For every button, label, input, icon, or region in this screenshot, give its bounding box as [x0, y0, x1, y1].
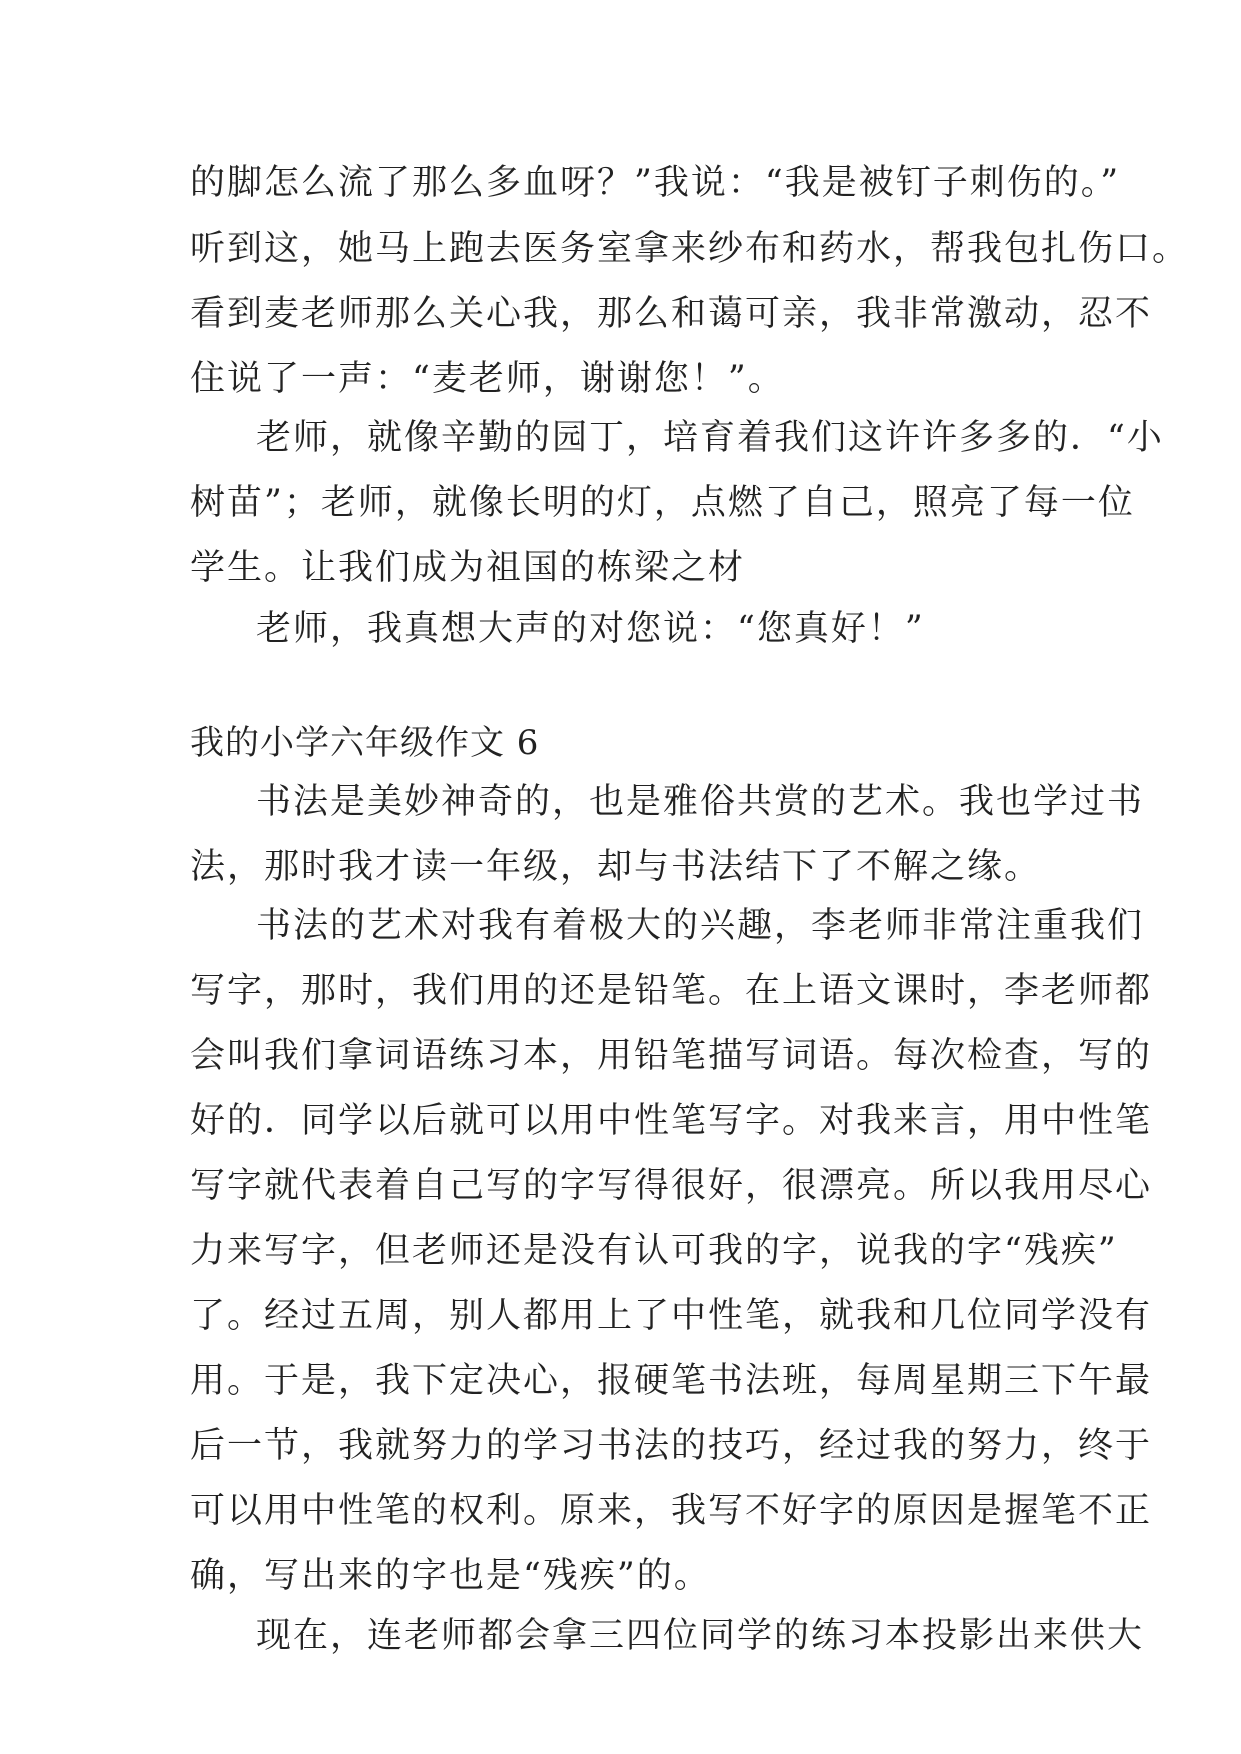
- paragraph-line: 听到这，她马上跑去医务室拿来纱布和药水，帮我包扎伤口。: [190, 229, 1190, 269]
- section-title: 我的小学六年级作文 6: [190, 723, 540, 763]
- paragraph-line: 书法是美妙神奇的，也是雅俗共赏的艺术。我也学过书: [256, 782, 1145, 822]
- paragraph-line: 后一节，我就努力的学习书法的技巧，经过我的努力，终于: [190, 1426, 1153, 1466]
- paragraph-line: 用。于是，我下定决心，报硬笔书法班，每周星期三下午最: [190, 1361, 1153, 1401]
- paragraph-line: 可以用中性笔的权利。原来，我写不好字的原因是握笔不正: [190, 1491, 1153, 1531]
- paragraph-line: 确，写出来的字也是“残疾”的。: [190, 1556, 711, 1596]
- paragraph-line: 会叫我们拿词语练习本，用铅笔描写词语。每次检查，写的: [190, 1036, 1153, 1076]
- paragraph-line: 现在，连老师都会拿三四位同学的练习本投影出来供大: [256, 1616, 1145, 1656]
- paragraph-line: 力来写字，但老师还是没有认可我的字，说我的字“残疾”: [190, 1231, 1118, 1271]
- paragraph-line: 了。经过五周，别人都用上了中性笔，就我和几位同学没有: [190, 1296, 1153, 1336]
- paragraph-line: 的脚怎么流了那么多血呀？”我说：“我是被钉子刺伤的。”: [190, 163, 1121, 203]
- paragraph-line: 树苗”；老师，就像长明的灯，点燃了自己，照亮了每一位: [190, 483, 1135, 523]
- paragraph-line: 书法的艺术对我有着极大的兴趣，李老师非常注重我们: [256, 906, 1145, 946]
- paragraph-line: 写字，那时，我们用的还是铅笔。在上语文课时，李老师都: [190, 971, 1153, 1011]
- paragraph-line: 写字就代表着自己写的字写得很好，很漂亮。所以我用尽心: [190, 1166, 1153, 1206]
- paragraph-line: 老师，就像辛勤的园丁，培育着我们这许许多多的．“小: [256, 418, 1164, 458]
- paragraph-line: 学生。让我们成为祖国的栋梁之材: [190, 548, 746, 588]
- paragraph-line: 住说了一声：“麦老师，谢谢您！”。: [190, 359, 785, 399]
- paragraph-line: 看到麦老师那么关心我，那么和蔼可亲，我非常激动，忍不: [190, 294, 1153, 334]
- paragraph-line: 法，那时我才读一年级，却与书法结下了不解之缘。: [190, 847, 1042, 887]
- paragraph-line: 好的．同学以后就可以用中性笔写字。对我来言，用中性笔: [190, 1101, 1153, 1141]
- paragraph-line: 老师，我真想大声的对您说：“您真好！”: [256, 609, 925, 649]
